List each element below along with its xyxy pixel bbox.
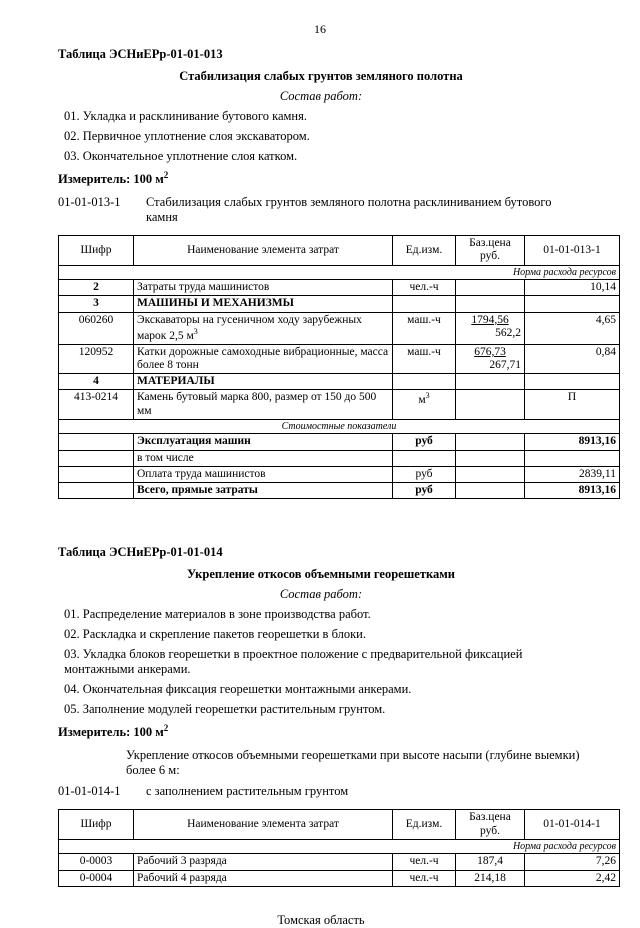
cell-unit-sup: 3 [425,391,430,401]
cell-value: 0,84 [525,344,620,373]
work-item: 05. Заполнение модулей георешетки растительным грунтом. [64,702,386,717]
cell-shifr [59,483,134,499]
cell-value: 2839,11 [525,466,620,482]
band-norm-label: Норма расхода ресурсов [59,839,620,854]
cell-name: Рабочий 4 разряда [134,870,393,886]
cell-unit: руб [393,434,456,450]
cell-price: 187,4 [456,854,525,870]
cell-value: 2,42 [525,870,620,886]
cell-price [456,466,525,482]
section-014 [58,545,616,887]
col-header-code: 01-01-014-1 [525,810,620,839]
section-heading: Укрепление откосов объемными георешетками [187,567,455,582]
cell-unit [393,374,456,390]
document-page [0,22,640,927]
col-header-unit: Ед.изм. [393,236,456,265]
cell-shifr [59,434,134,450]
cell-value [525,374,620,390]
measure-unit [58,170,584,187]
cell-shifr [59,450,134,466]
cell-shifr: 060260 [59,312,134,344]
cell-name: Камень бутовый марка 800, размер от 150 до 500 мм [134,390,393,419]
cell-name: Затраты труда машинистов [134,280,393,296]
section-spacer [58,499,584,545]
cell-name: МАТЕРИАЛЫ [134,374,393,390]
band-norm-label: Норма расхода ресурсов [59,265,620,280]
cell-price [456,296,525,312]
code-value: 01-01-014-1 [58,784,121,799]
resource-table-013 [58,235,620,499]
cell-value: 7,26 [525,854,620,870]
works-label: Состав работ: [279,89,363,103]
works-label: Состав работ: [279,587,363,602]
cell-shifr [59,466,134,482]
table-row [59,312,620,344]
cell-unit: чел.-ч [393,280,456,296]
cell-name: Эксплуатация машин [134,434,393,450]
cell-shifr: 120952 [59,344,134,373]
cell-shifr: 0-0004 [59,870,134,886]
cell-price [456,434,525,450]
table-row [59,390,620,419]
work-item: 03. Окончательное уплотнение слоя катком. [64,149,298,163]
page-number: 16 [314,22,326,36]
cell-price [456,312,525,344]
measure-unit-sup: 2 [163,723,169,734]
col-header-code: 01-01-013-1 [525,236,620,265]
cell-shifr: 413-0214 [59,390,134,419]
cell-name-sup: 3 [193,326,198,336]
band-row-norm [59,265,620,280]
cell-price: 214,18 [456,870,525,886]
table-header-row [59,236,620,265]
cell-unit: маш.-ч [393,344,456,373]
col-header-price: Баз.цена руб. [456,810,525,839]
cell-unit: руб [393,483,456,499]
work-item: 02. Первичное уплотнение слоя экскаватором. [64,129,310,143]
cell-price-main: 676,73 [474,345,506,358]
table-title: Таблица ЭСНиЕРр-01-01-013 [58,47,223,61]
page-footer: Томская область [277,912,365,927]
cost-row [59,483,620,499]
cell-shifr: 2 [59,280,134,296]
table-row [59,280,620,296]
resource-table-014 [58,809,620,886]
cell-shifr: 0-0003 [59,854,134,870]
cell-price [456,450,525,466]
cell-value: 8913,16 [525,434,620,450]
work-item: 01. Укладка и расклинивание бутового камня. [64,109,307,123]
cell-unit: чел.-ч [393,870,456,886]
cost-row [59,434,620,450]
cell-price-sub: 562,2 [495,326,521,339]
code-description: Стабилизация слабых грунтов земляного полотна расклиниванием бутового камня [146,195,552,225]
code-value: 01-01-013-1 [58,195,121,210]
cell-unit: чел.-ч [393,854,456,870]
work-item: 04. Окончательная фиксация георешетки монтажными анкерами. [64,682,412,697]
col-header-unit: Ед.изм. [393,810,456,839]
cost-row [59,450,620,466]
col-header-shifr: Шифр [59,810,134,839]
work-item: 01. Распределение материалов в зоне производства работ. [64,607,371,622]
work-item: 02. Раскладка и скрепление пакетов георешетки в блоки. [64,627,366,642]
cell-unit: руб [393,466,456,482]
table-row [59,854,620,870]
cell-name-text: Экскаваторы на гусеничном ходу зарубежных марок 2,5 м [137,313,362,342]
cell-name: Оплата труда машинистов [134,466,393,482]
table-row [59,374,620,390]
table-row [59,870,620,886]
cell-name: МАШИНЫ И МЕХАНИЗМЫ [134,296,393,312]
cell-value [525,450,620,466]
table-title: Таблица ЭСНиЕРр-01-01-014 [58,545,223,560]
section-note: Укрепление откосов объемными георешетками при высоте насыпи (глубине выемки) более 6 м: [126,748,580,778]
band-row-norm [59,839,620,854]
cell-name: в том числе [134,450,393,466]
section-013 [58,47,616,499]
measure-unit [58,723,584,740]
cell-unit: маш.-ч [393,312,456,344]
cell-name: Катки дорожные самоходные вибрационные, масса более 8 тонн [134,344,393,373]
cell-price-main: 1794,56 [471,313,509,326]
table-row [59,344,620,373]
cell-price [456,390,525,419]
measure-unit-text: Измеритель: 100 м [58,725,164,740]
code-line [58,784,584,799]
cell-price [456,483,525,499]
cell-price [456,344,525,373]
work-item: 03. Укладка блоков георешетки в проектное положение с предварительной фиксацией монтажными анкерами. [64,647,523,677]
cell-value: П [525,390,620,419]
cell-price [456,374,525,390]
measure-unit-text: Измеритель: 100 м [58,172,164,187]
col-header-name: Наименование элемента затрат [134,810,393,839]
measure-unit-sup: 2 [163,170,169,180]
section-heading: Стабилизация слабых грунтов земляного полотна [179,69,463,83]
cell-value: 8913,16 [525,483,620,499]
cell-shifr: 4 [59,374,134,390]
col-header-shifr: Шифр [59,236,134,265]
col-header-price: Баз.цена руб. [456,236,525,265]
cell-unit [393,296,456,312]
table-row [59,296,620,312]
cell-name [134,312,393,344]
cell-price-sub: 267,71 [489,359,521,372]
cell-price [456,280,525,296]
code-description: с заполнением растительным грунтом [146,784,349,799]
cell-name: Всего, прямые затраты [134,483,393,499]
page-content [0,47,640,928]
cell-value: 4,65 [525,312,620,344]
band-row-cost [59,419,620,434]
cell-unit-text: м [418,394,426,407]
cell-shifr: 3 [59,296,134,312]
code-line [58,195,584,225]
cell-name: Рабочий 3 разряда [134,854,393,870]
cell-value [525,296,620,312]
cell-unit [393,450,456,466]
cell-unit [393,390,456,419]
cell-value: 10,14 [525,280,620,296]
band-cost-label: Стоимостные показатели [59,419,620,434]
col-header-name: Наименование элемента затрат [134,236,393,265]
cost-row [59,466,620,482]
table-header-row [59,810,620,839]
